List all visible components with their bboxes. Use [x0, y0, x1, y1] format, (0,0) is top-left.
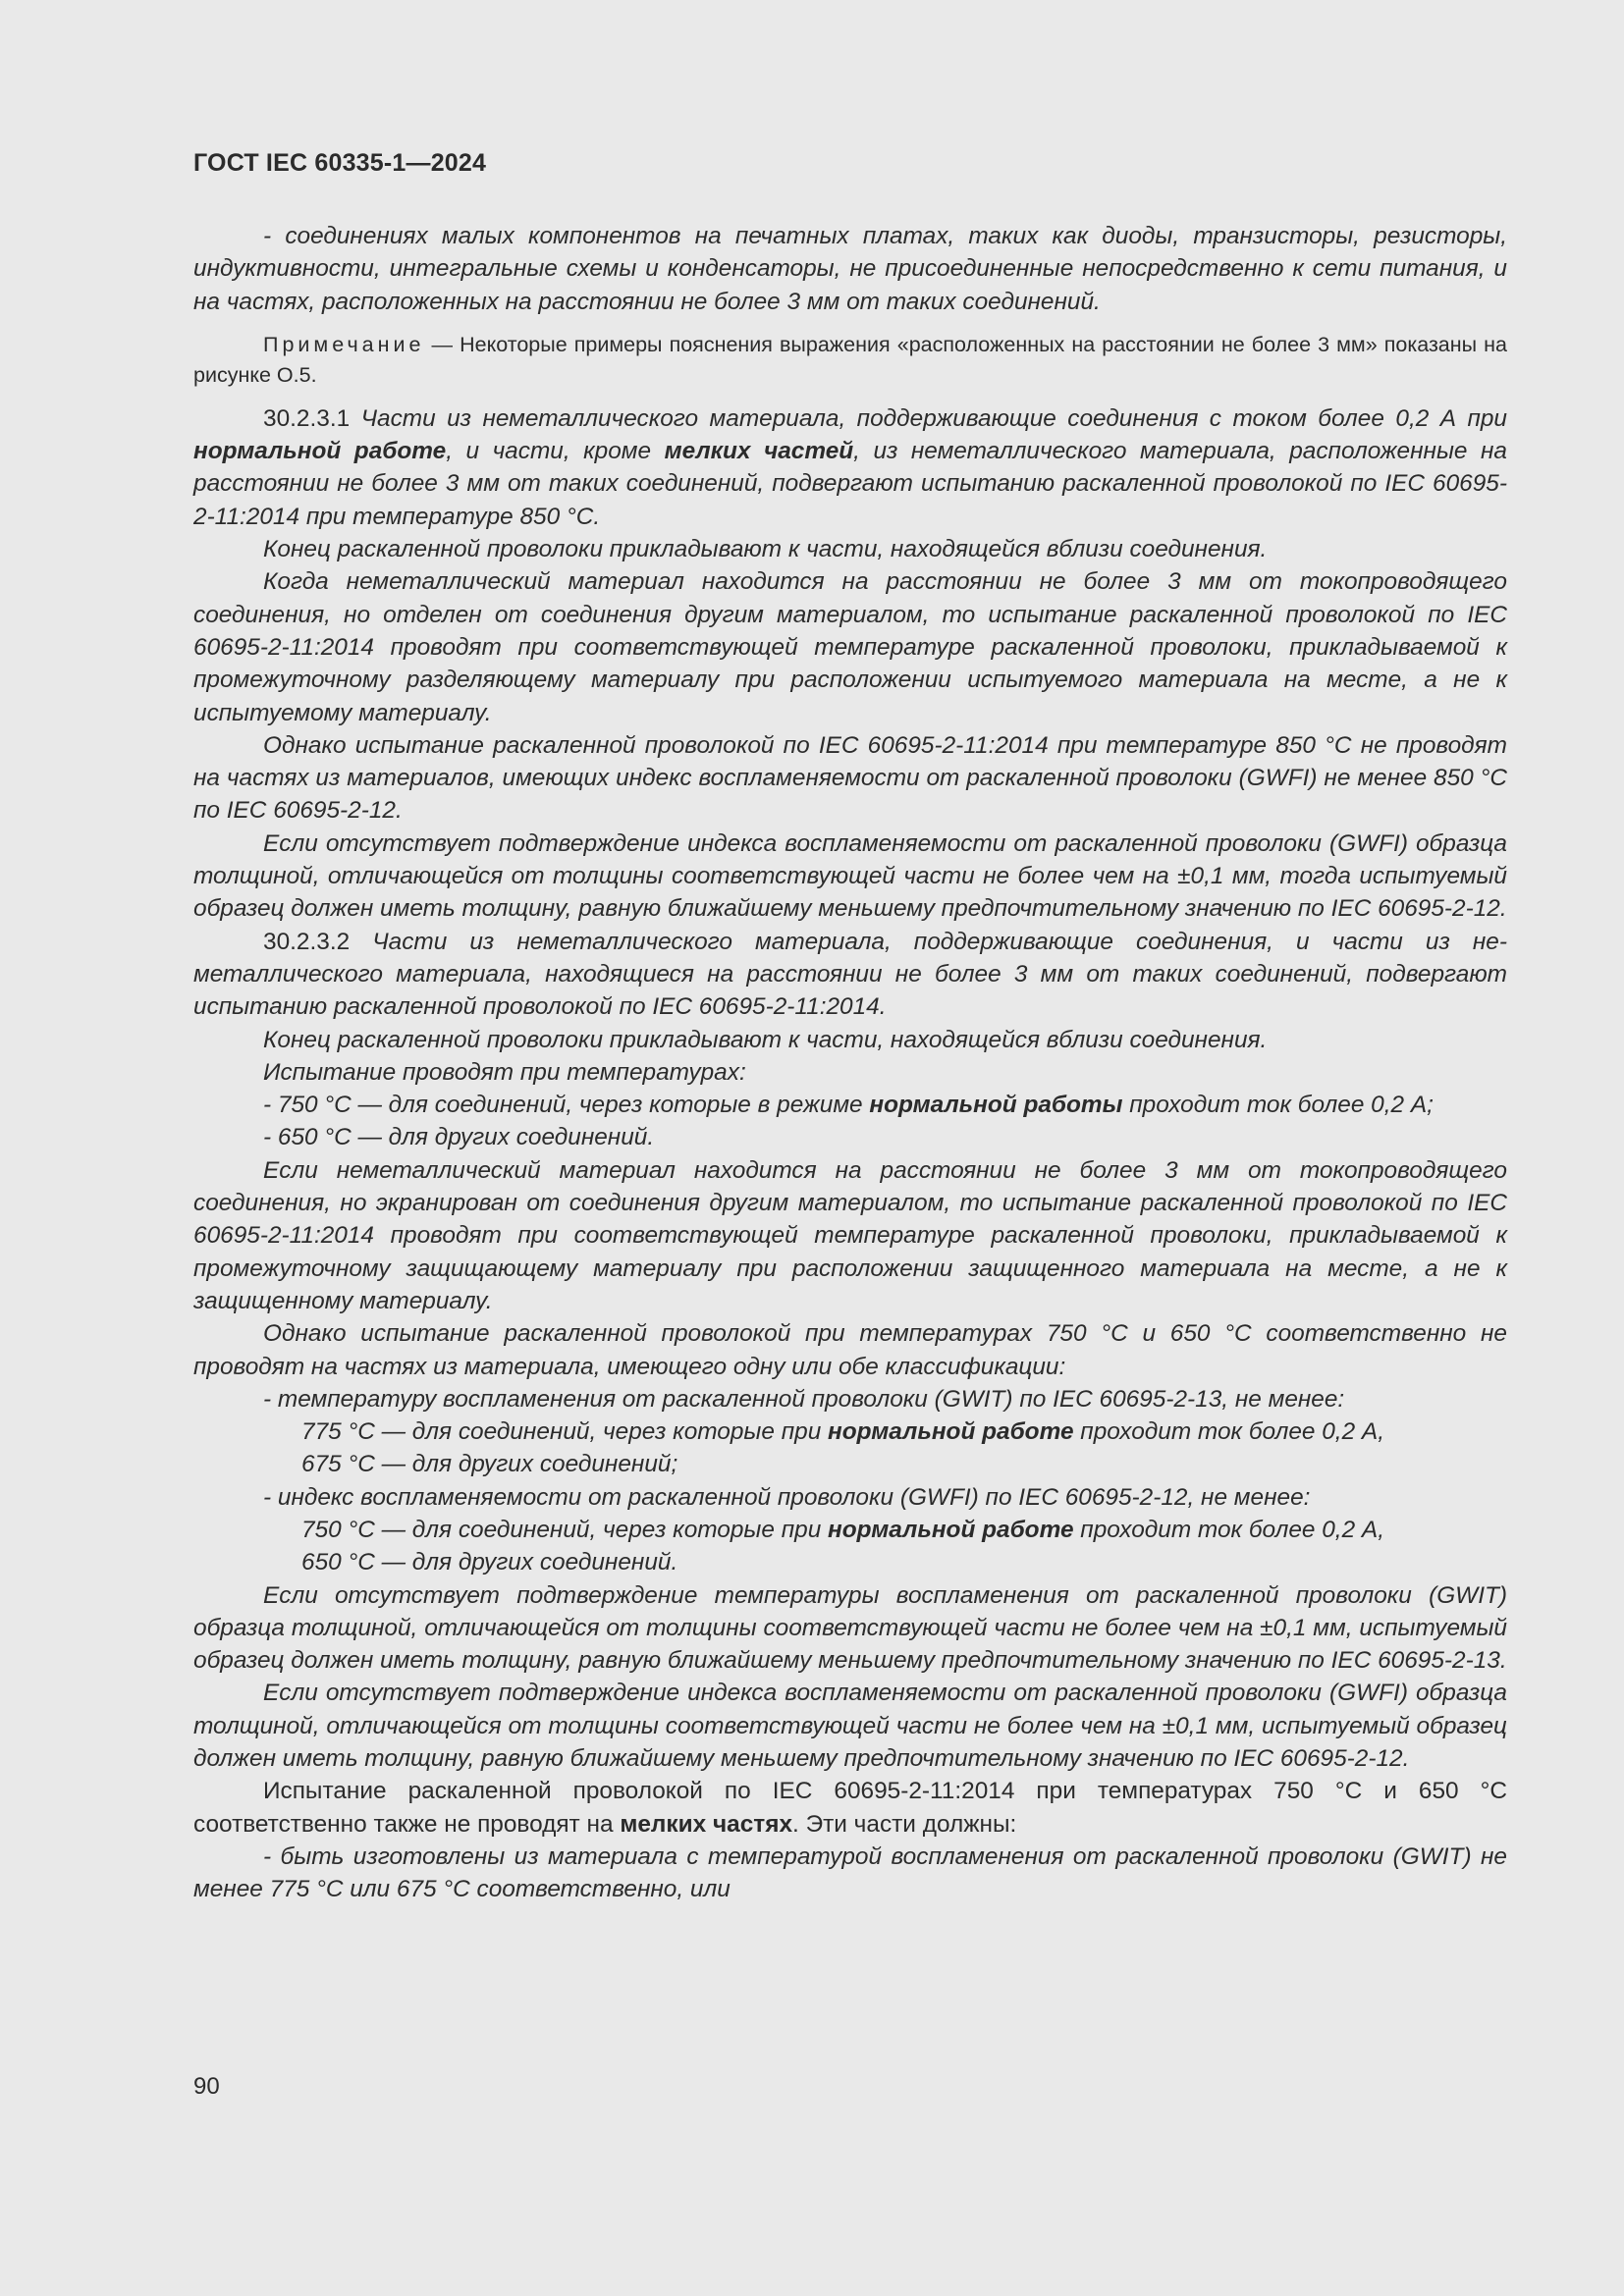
paragraph: Испытание проводят при температурах: [263, 1058, 746, 1086]
paragraph: Если отсутствует подтверждение индекса воспламеняемости от раскаленной проволоки (GWFI) образца толщиной, отличающейся от толщины соответствующей части не более чем на ±0,1 мм, тогда испытуемый образец должен иметь толщину, равную ближайшему меньшему предпочтительному значению по IEC 60695-2-12. [193, 829, 1507, 923]
clause-30-2-3-2: 30.2.3.2 Части из неметаллического материала, поддерживающие соединения, и части из неметаллического материала, находящиеся на расстоянии не более 3 мм от таких соединений, подвергают испытанию раскаленной проволокой по IEC 60695-2-11:2014. [193, 928, 1508, 1021]
note-text: — Некоторые примеры пояснения выражения «расположенных на расстоянии не более 3 мм» показаны на рисунке О.5. [193, 332, 1507, 387]
term-normal-operation: нормальной работе [193, 438, 447, 465]
note-label: Примечание [263, 332, 425, 356]
paragraph: Конец раскаленной проволоки прикладывают к части, находящейся вблизи соединения. [263, 1026, 1268, 1053]
note [193, 330, 1507, 391]
term-small-parts: мелких частях [620, 1810, 793, 1838]
paragraph: Если неметаллический материал находится на расстоянии не более 3 мм от токопроводящего соединения, но экранирован от соединения другим материалом, то испытание раскаленной проволокой по IEC 60695-2-11:2014 проводят при соответствующей температуре раскаленной проволоки, прикладываемой к промежуточному защищающему материалу при расположении защищенного материала на месте, а не к защищенному материалу. [193, 1156, 1507, 1314]
clause-number: 30.2.3.2 [263, 928, 373, 955]
term-normal-operation: нормальной работы [869, 1092, 1123, 1119]
list-item: - индекс воспламеняемости от раскаленной проволоки (GWFI) по IEC 60695-2-12, не менее: [263, 1483, 1311, 1511]
list-item: - температуру воспламенения от раскаленной проволоки (GWIT) по IEC 60695-2-13, не менее: [263, 1385, 1345, 1413]
list-item: - быть изготовлены из материала с температурой воспламенения от раскаленной проволоки (GWIT) не менее 775 °С или 675 °С соответственно, или [193, 1842, 1507, 1903]
page-number: 90 [193, 2073, 220, 2100]
paragraph: Однако испытание раскаленной проволокой по IEC 60695-2-11:2014 при температуре 850 °С не проводят на частях из материалов, имеющих индекс воспламеняемости от раскаленной проволоки (GWFI) не менее 850 °С по IEC 60695-2-12. [193, 731, 1507, 825]
sub-list-item: 650 °С — для других соединений. [301, 1549, 678, 1576]
sub-list-item: 675 °С — для других соединений; [301, 1451, 678, 1478]
paragraph: Конец раскаленной проволоки прикладывают к части, находящейся вблизи соединения. [263, 536, 1268, 563]
paragraph: Если отсутствует подтверждение температуры воспламенения от раскаленной проволоки (GWIT) образца толщиной, отличающейся от толщины соответствующей части не более чем на ±0,1 мм, испытуемый образец должен иметь толщину, равную ближайшему меньшему предпочтительному значению по IEC 60695-2-13. [193, 1581, 1507, 1675]
document-header: ГОСТ IEC 60335-1—2024 [193, 149, 487, 177]
paragraph: Когда неметаллический материал находится на расстоянии не более 3 мм от токопроводящего соединения, но отделен от соединения другим материалом, то испытание раскаленной проволокой по IEC 60695-2-11:2014 проводят при соответствующей температуре раскаленной проволоки, прикладываемой к промежуточному разделяющему материалу при расположении испытуемого материала на месте, а не к испытуемому материалу. [193, 568, 1507, 726]
list-item: - 650 °С — для других соединений. [263, 1124, 655, 1151]
clause-30-2-3-1: 30.2.3.1 Части из неметаллического материала, поддерживающие соединения с током более 0,2 А при нормальной работе, и части, кроме мелких частей, из неметаллического материала, расположенные на расстоянии не более 3 мм от таких соединений, подвергают испытанию раскаленной проволокой по IEC 60695-2-11:2014 при температуре 850 °С. [193, 404, 1507, 530]
paragraph: Если отсутствует подтверждение индекса воспламеняемости от раскаленной проволоки (GWFI) образца толщиной, отличающейся от толщины соответствующей части не более чем на ±0,1 мм, испытуемый образец должен иметь толщину, равную ближайшему меньшему предпочтительному значению по IEC 60695-2-12. [193, 1680, 1507, 1773]
paragraph-small-components: - соединениях малых компонентов на печатных платах, таких как диоды, транзисторы, резисторы, индуктивности, интегральные схемы и конденсаторы, не присоединенные непосредственно к сети питания, и на частях, расположенных на расстоянии не более 3 мм от таких соединений. [193, 223, 1507, 315]
list-item: - 750 °С — для соединений, через которые в режиме нормальной работы проходит ток более 0,2 А; [263, 1092, 1434, 1119]
sub-list-item: 775 °С — для соединений, через которые при нормальной работе проходит ток более 0,2 А, [301, 1418, 1384, 1446]
paragraph: Однако испытание раскаленной проволокой при температурах 750 °С и 650 °С соответственно не проводят на частях из материала, имеющего одну или обе классификации: [193, 1320, 1507, 1380]
sub-list-item: 750 °С — для соединений, через которые при нормальной работе проходит ток более 0,2 А, [301, 1516, 1384, 1543]
page-body [193, 220, 1507, 1906]
clause-number: 30.2.3.1 [263, 404, 361, 432]
term-normal-operation: нормальной работе [828, 1418, 1074, 1446]
term-normal-operation: нормальной работе [828, 1516, 1074, 1543]
paragraph: Испытание раскаленной проволокой по IEC 60695-2-11:2014 при температурах 750 °С и 650 °С соответственно также не проводят на мелких частях. Эти части должны: [193, 1778, 1507, 1838]
term-small-parts: мелких частей [664, 438, 854, 465]
